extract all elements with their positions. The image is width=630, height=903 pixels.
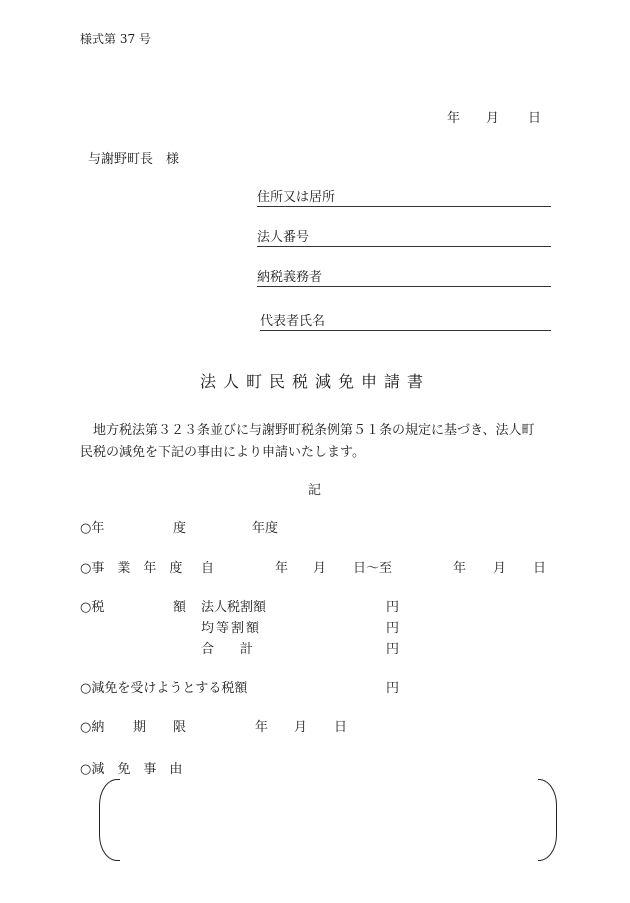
deadline-year: 年 — [255, 720, 269, 735]
deadline-ki: 期 — [133, 720, 147, 735]
business-month-1: 月 — [313, 561, 327, 576]
corp-number-field[interactable] — [257, 230, 551, 247]
yen-2: 円 — [386, 621, 400, 636]
representative-field[interactable] — [260, 314, 551, 331]
taxpayer-field[interactable] — [257, 270, 551, 287]
business-from: 自 — [201, 561, 215, 576]
reason-bracket-right — [538, 779, 557, 861]
business-day-2: 日 — [533, 561, 547, 576]
business-year-2: 年 — [453, 561, 467, 576]
date-month-label: 月 — [486, 111, 500, 126]
year-label: ○年 — [80, 521, 105, 536]
address-field[interactable] — [257, 190, 551, 207]
body-line-2: 民税の減免を下記の事由により申請いたします。 — [80, 445, 365, 460]
deadline-gen: 限 — [173, 720, 187, 735]
business-year-1: 年 — [275, 561, 289, 576]
reason-label: ○減 免 事 由 — [80, 762, 183, 777]
tax-item-equal: 均等割額 — [201, 621, 262, 636]
reason-bracket-left — [99, 779, 120, 861]
addressee: 与謝野町長 様 — [88, 152, 180, 167]
deadline-day: 日 — [334, 720, 348, 735]
year-nendo: 年度 — [252, 521, 279, 536]
document-title: 法人町民税減免申請書 — [199, 372, 430, 391]
ki-heading: 記 — [308, 483, 322, 498]
date-day-label: 日 — [528, 111, 542, 126]
yen-1: 円 — [386, 600, 400, 615]
year-do: 度 — [173, 521, 187, 536]
representative-label: 代表者氏名 — [260, 314, 326, 329]
address-label: 住所又は居所 — [257, 190, 336, 205]
deadline-month: 月 — [294, 720, 308, 735]
tax-label: ○税 — [80, 600, 105, 615]
reduction-label: ○減免を受けようとする税額 — [80, 681, 248, 696]
business-year-label: ○事 業 年 度 — [80, 561, 183, 576]
date-year-label: 年 — [447, 111, 461, 126]
yen-4: 円 — [386, 681, 400, 696]
body-line-1: 地方税法第３２３条並びに与謝野町税条例第５１条の規定に基づき、法人町 — [93, 423, 535, 438]
tax-gaku: 額 — [173, 600, 187, 615]
tax-item-corporate: 法人税割額 — [201, 600, 267, 615]
taxpayer-label: 納税義務者 — [257, 270, 323, 285]
business-day-to: 日～至 — [353, 561, 393, 576]
corp-number-label: 法人番号 — [257, 230, 310, 245]
tax-item-total: 合 計 — [201, 642, 254, 657]
business-month-2: 月 — [493, 561, 507, 576]
body-text — [80, 420, 555, 464]
form-number: 様式第 37 号 — [80, 32, 151, 46]
yen-3: 円 — [386, 642, 400, 657]
deadline-label: ○納 — [80, 720, 105, 735]
